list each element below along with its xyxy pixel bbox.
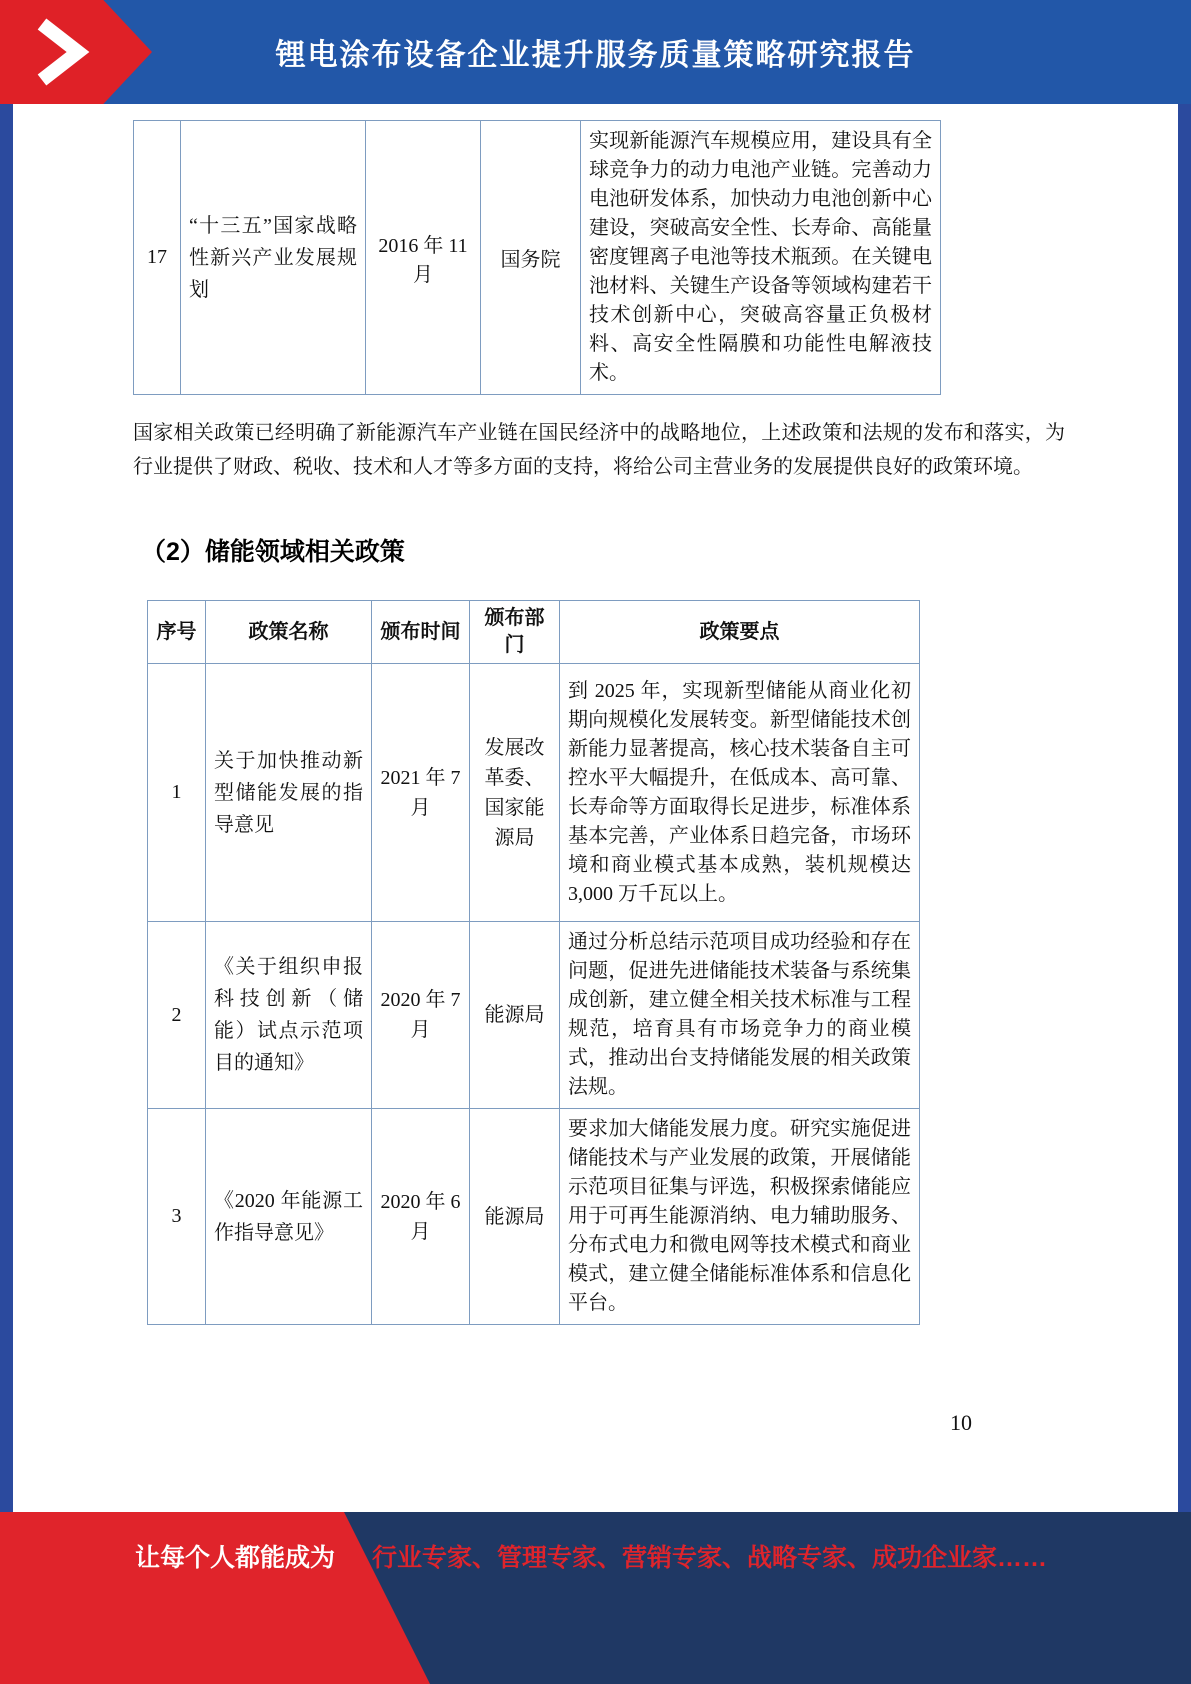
table-row bbox=[148, 664, 920, 922]
policy-table-continued bbox=[133, 120, 941, 395]
cell-issue-date: 2020 年 7 月 bbox=[372, 922, 470, 1109]
left-border-strip bbox=[0, 0, 13, 1684]
header-cell-name: 政策名称 bbox=[206, 601, 372, 664]
page-footer bbox=[0, 1512, 1191, 1684]
footer-slogan-right: 行业专家、管理专家、营销专家、战略专家、成功企业家…… bbox=[372, 1544, 1048, 1572]
cell-issue-date: 2016 年 11 月 bbox=[366, 121, 481, 395]
cell-policy-name: 关于加快推动新型储能发展的指导意见 bbox=[206, 664, 372, 922]
table-row bbox=[148, 1109, 920, 1325]
header-cell-points: 政策要点 bbox=[560, 601, 920, 664]
page-header bbox=[0, 0, 1191, 104]
body-paragraph: 国家相关政策已经明确了新能源汽车产业链在国民经济中的战略地位，上述政策和法规的发布和落实，为行业提供了财政、税收、技术和人才等多方面的支持，将给公司主营业务的发展提供良好的政策环境。 bbox=[133, 422, 1065, 478]
cell-row-number: 17 bbox=[134, 121, 181, 395]
storage-policy-table bbox=[147, 600, 920, 1325]
header-cell-dept: 颁布部门 bbox=[470, 601, 560, 664]
footer-slogan-left: 让每个人都能成为 bbox=[135, 1544, 336, 1572]
chevron-right-icon bbox=[24, 16, 96, 88]
section-heading: （2）储能领域相关政策 bbox=[141, 538, 405, 566]
cell-policy-points: 实现新能源汽车规模应用，建设具有全球竞争力的动力电池产业链。完善动力电池研发体系，加快动力电池创新中心建设，突破高安全性、长寿命、高能量密度锂离子电池等技术瓶颈。在关键电池材料、关键生产设备等领域构建若干技术创新中心，突破高容量正负极材料、高安全性隔膜和功能性电解液技术。 bbox=[581, 121, 941, 395]
cell-issue-date: 2020 年 6 月 bbox=[372, 1109, 470, 1325]
header-cell-no: 序号 bbox=[148, 601, 206, 664]
cell-issue-dept: 能源局 bbox=[470, 1109, 560, 1325]
cell-policy-name: “十三五”国家战略性新兴产业发展规划 bbox=[181, 121, 366, 395]
red-arrow-flag bbox=[0, 0, 152, 104]
cell-policy-points: 要求加大储能发展力度。研究实施促进储能技术与产业发展的政策，开展储能示范项目征集与评选，积极探索储能应用于可再生能源消纳、电力辅助服务、分布式电力和微电网等技术模式和商业模式，建立健全储能标准体系和信息化平台。 bbox=[560, 1109, 920, 1325]
right-border-strip bbox=[1178, 0, 1191, 1684]
cell-issue-date: 2021 年 7 月 bbox=[372, 664, 470, 922]
cell-row-number: 2 bbox=[148, 922, 206, 1109]
cell-issue-dept: 国务院 bbox=[481, 121, 581, 395]
cell-row-number: 3 bbox=[148, 1109, 206, 1325]
cell-policy-points: 通过分析总结示范项目成功经验和存在问题，促进先进储能技术装备与系统集成创新，建立健全相关技术标准与工程规范，培育具有市场竞争力的商业模式，推动出台支持储能发展的相关政策法规。 bbox=[560, 922, 920, 1109]
report-title: 锂电涂布设备企业提升服务质量策略研究报告 bbox=[275, 39, 916, 72]
cell-policy-name: 《2020 年能源工作指导意见》 bbox=[206, 1109, 372, 1325]
cell-policy-name: 《关于组织申报科技创新（储能）试点示范项目的通知》 bbox=[206, 922, 372, 1109]
cell-policy-points: 到 2025 年，实现新型储能从商业化初期向规模化发展转变。新型储能技术创新能力显著提高，核心技术装备自主可控水平大幅提升，在低成本、高可靠、长寿命等方面取得长足进步，标准体系基本完善，产业体系日趋完备，市场环境和商业模式基本成熟，装机规模达 3,000 万千瓦以上。 bbox=[560, 664, 920, 922]
cell-issue-dept: 能源局 bbox=[470, 922, 560, 1109]
table-header-row bbox=[148, 601, 920, 664]
table-row bbox=[148, 922, 920, 1109]
table-row bbox=[134, 121, 941, 395]
cell-row-number: 1 bbox=[148, 664, 206, 922]
header-cell-date: 颁布时间 bbox=[372, 601, 470, 664]
cell-issue-dept: 发展改革委、国家能源局 bbox=[470, 664, 560, 922]
page-number: 10 bbox=[950, 1410, 972, 1435]
